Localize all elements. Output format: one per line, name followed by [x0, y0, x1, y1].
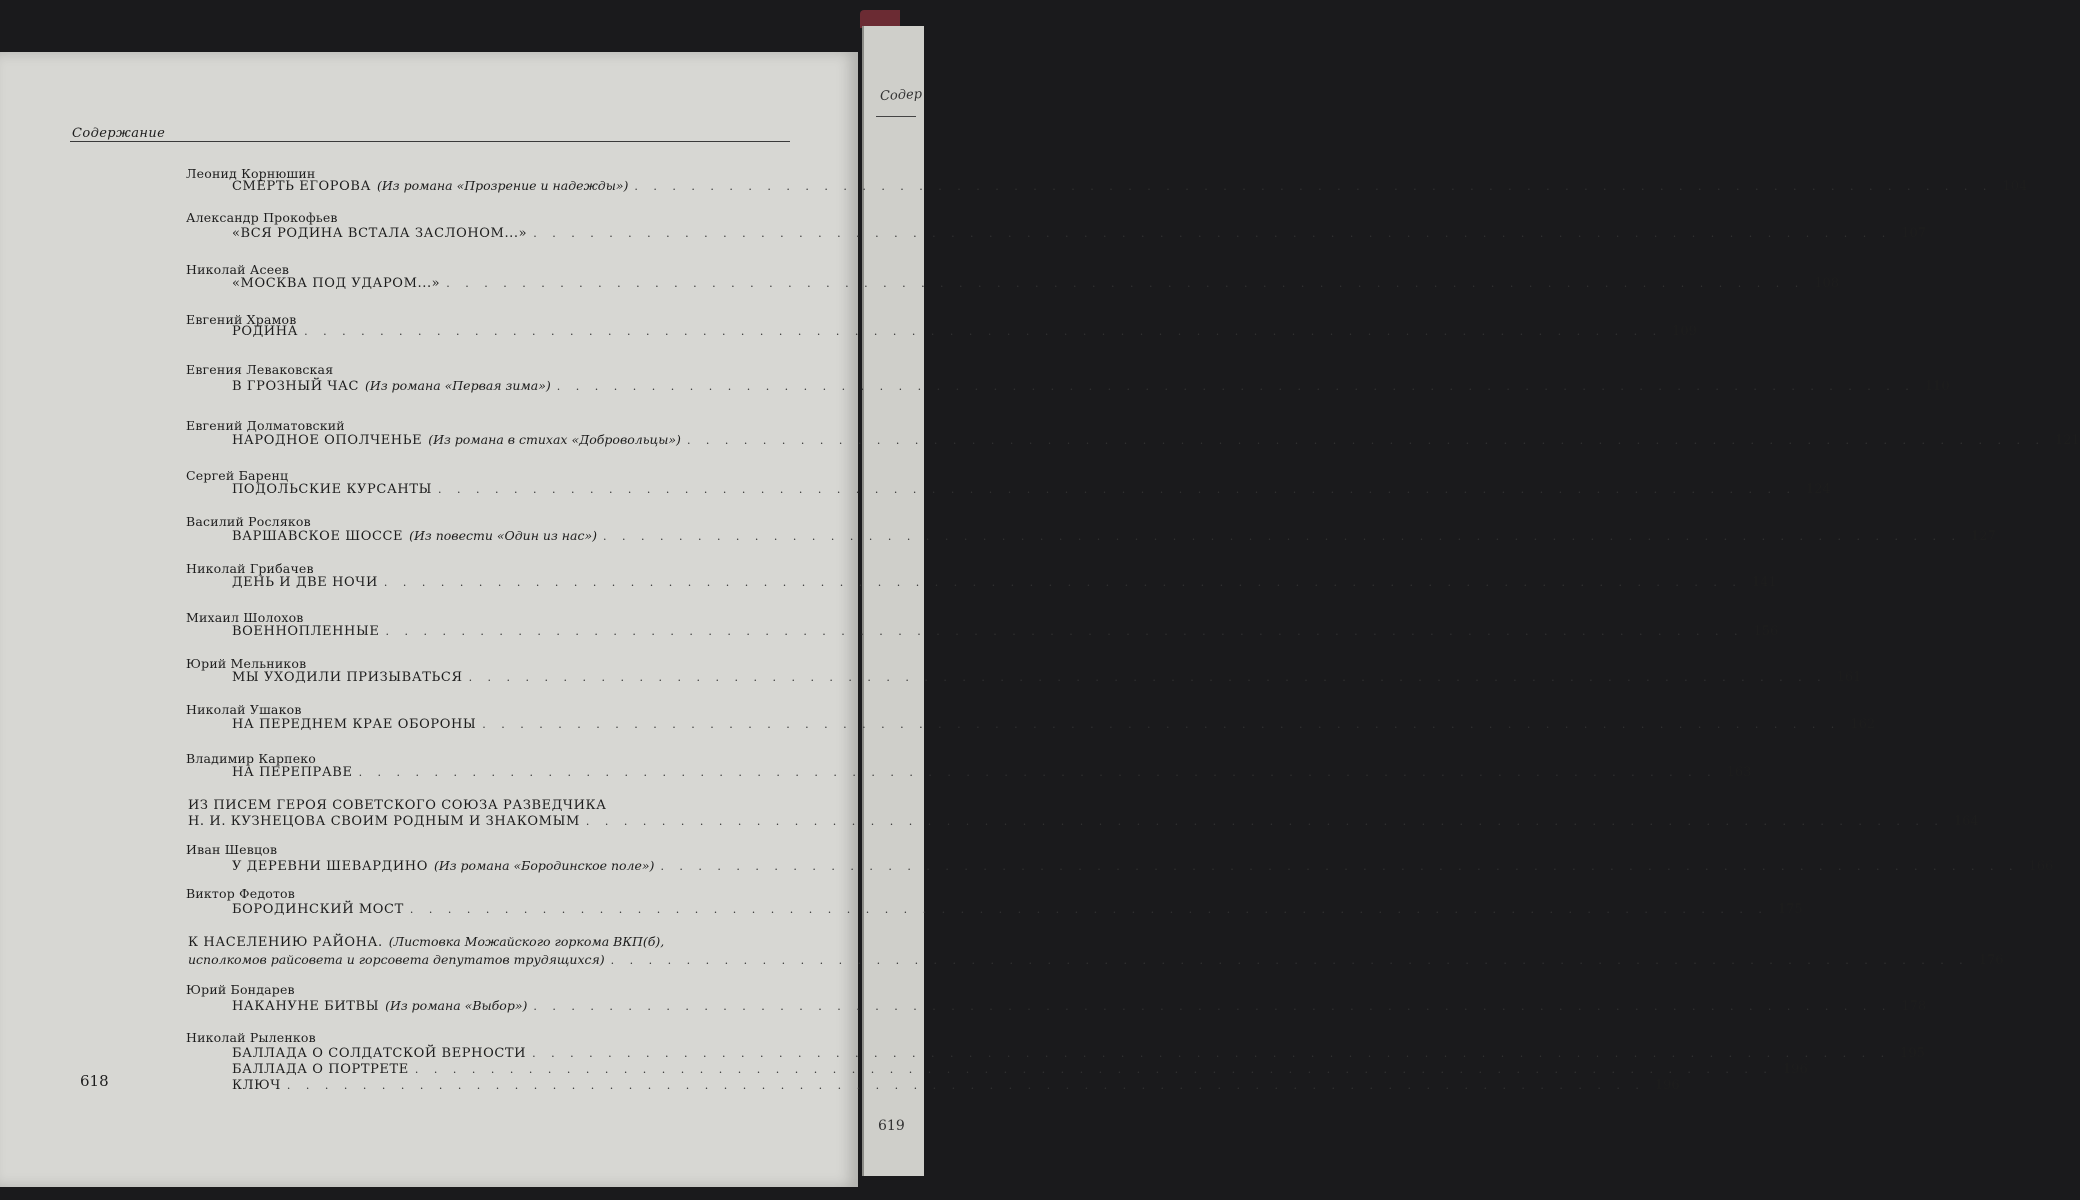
- toc-author: Николай Ушаков: [186, 702, 302, 717]
- leader-dots: [533, 1000, 1891, 1013]
- toc-author: Николай Грибачев: [186, 561, 314, 576]
- toc-title: К НАСЕЛЕНИЮ РАЙОНА.: [188, 935, 383, 950]
- leader-dots: [438, 483, 1796, 496]
- leader-dots: [304, 325, 1662, 338]
- toc-page-number: 108: [1814, 276, 1840, 291]
- toc-title: БАЛЛАДА О СОЛДАТСКОЙ ВЕРНОСТИ: [232, 1046, 527, 1061]
- toc-author: Сергей Баренц: [186, 468, 289, 483]
- toc-subtitle: (Из романа «Прозрение и надежды»): [377, 178, 629, 193]
- toc-title-line: [232, 765, 1752, 783]
- toc-page-number: 156: [1753, 624, 1779, 639]
- toc-author: Николай Рыленков: [186, 1030, 316, 1045]
- leader-dots: [384, 576, 1742, 589]
- toc-author: Евгения Леваковская: [186, 362, 334, 377]
- toc-title: ВАРШАВСКОЕ ШОССЕ: [232, 529, 404, 544]
- toc-title: У ДЕРЕВНИ ШЕВАРДИНО: [232, 859, 428, 874]
- toc-title-line: [188, 814, 1979, 832]
- toc-title: ДЕНЬ И ДВЕ НОЧИ: [232, 575, 378, 590]
- toc-page-number: 121: [2054, 433, 2080, 448]
- toc-title: В ГРОЗНЫЙ ЧАС: [232, 379, 360, 394]
- toc-title-line: [232, 998, 1927, 1016]
- toc-page-number: 163: [1726, 765, 1752, 780]
- toc-page-number: 161: [1836, 670, 1862, 685]
- toc-title: БОРОДИНСКИЙ МОСТ: [232, 902, 404, 917]
- leader-dots: [410, 903, 1768, 916]
- toc-page-number: 178: [1901, 999, 1927, 1014]
- toc-page-number: 176: [1978, 953, 2004, 968]
- toc-author: Евгений Долматовский: [186, 418, 345, 433]
- right-page-header: Содер: [879, 86, 923, 105]
- left-page-number: 618: [80, 1072, 109, 1090]
- leader-dots: [687, 434, 2045, 447]
- toc-title: НА ПЕРЕДНЕМ КРАЕ ОБОРОНЫ: [232, 717, 477, 732]
- toc-page-number: 196: [1782, 1062, 1808, 1077]
- toc-title-line: [232, 378, 1950, 396]
- toc-title-line: [232, 324, 1697, 342]
- leader-dots: [533, 227, 1891, 240]
- toc-author: Михаил Шолохов: [186, 610, 304, 625]
- toc-page-number: 166: [2028, 859, 2054, 874]
- leader-dots: [586, 815, 1944, 828]
- toc-title: КЛЮЧ: [232, 1078, 281, 1093]
- leader-dots: [359, 766, 1717, 779]
- toc-author: Юрий Бондарев: [186, 982, 295, 997]
- leader-dots: [385, 625, 1743, 638]
- toc-page-number: 196: [1654, 1078, 1680, 1093]
- toc-title-line: [232, 226, 1927, 244]
- toc-title-line: [188, 934, 788, 952]
- toc-title-line: [232, 858, 2054, 876]
- toc-author: Юрий Мельников: [186, 656, 307, 671]
- toc-author: Евгений Храмов: [186, 312, 297, 327]
- toc-author: Александр Прокофьев: [186, 210, 338, 225]
- toc-title: «ВСЯ РОДИНА ВСТАЛА ЗАСЛОНОМ...»: [232, 226, 528, 241]
- leader-dots: [557, 380, 1915, 393]
- toc-title-continued: Н. И. КУЗНЕЦОВА СВОИМ РОДНЫМ И ЗНАКОМЫМ: [188, 814, 580, 829]
- toc-title-line: [232, 575, 1777, 593]
- toc-subtitle: (Из романа «Выбор»): [385, 998, 528, 1013]
- toc-title: ИЗ ПИСЕМ ГЕРОЯ СОВЕТСКОГО СОЮЗА РАЗВЕДЧИКА: [188, 798, 607, 813]
- toc-author: Леонид Корнюшин: [186, 166, 316, 181]
- toc-title: МЫ УХОДИЛИ ПРИЗЫВАТЬСЯ: [232, 670, 463, 685]
- toc-title: НАРОДНОЕ ОПОЛЧЕНЬЕ: [232, 433, 423, 448]
- leader-dots: [634, 180, 1992, 193]
- toc-title: НАКАНУНЕ БИТВЫ: [232, 999, 380, 1014]
- toc-title-line: [232, 178, 2028, 196]
- leader-dots: [660, 860, 2018, 873]
- toc-title-line: [232, 717, 1876, 735]
- toc-subtitle: (Листовка Можайского горкома ВКП(б),: [388, 934, 665, 949]
- toc-title-line: [232, 670, 1862, 688]
- leader-dots: [446, 277, 1804, 290]
- toc-title-line: [188, 952, 2004, 970]
- toc-page-number: 127: [1971, 529, 1996, 544]
- toc-title: НА ПЕРЕПРАВЕ: [232, 765, 353, 780]
- leader-dots: [287, 1079, 1645, 1092]
- toc-author: Иван Шевцов: [186, 842, 278, 857]
- toc-title-line: [232, 482, 1831, 500]
- toc-page-number: 107: [1901, 226, 1927, 241]
- toc-page-number: 109: [1672, 324, 1697, 339]
- toc-page-number: 195: [1900, 1046, 1925, 1061]
- toc-title: ВОЕННОПЛЕННЫЕ: [232, 624, 380, 639]
- toc-page-number: 141: [1751, 575, 1777, 590]
- toc-title: БАЛЛАДА О ПОРТРЕТЕ: [232, 1062, 409, 1077]
- toc-title: СМЕРТЬ ЕГОРОВА: [232, 179, 372, 194]
- toc-subtitle: (Из повести «Один из нас»): [409, 528, 597, 543]
- toc-page-number: 110: [1924, 379, 1950, 394]
- toc-author: Василий Росляков: [186, 514, 311, 529]
- toc-title-line: [232, 432, 2080, 450]
- toc-title-line: [232, 528, 1996, 546]
- right-page-number: 619: [878, 1118, 905, 1134]
- toc-author: Николай Асеев: [186, 262, 290, 277]
- toc-subtitle: (Из романа «Первая зима»): [365, 378, 551, 393]
- leader-dots: [415, 1063, 1773, 1076]
- running-header: Содержание: [72, 126, 166, 141]
- toc-author: Виктор Федотов: [186, 886, 296, 901]
- toc-subtitle: (Из романа «Бородинское поле»): [433, 858, 655, 873]
- toc-title-line: [232, 1078, 1680, 1096]
- toc-title: «МОСКВА ПОД УДАРОМ...»: [232, 276, 441, 291]
- toc-page-number: 104: [2002, 179, 2028, 194]
- toc-page-number: 164: [1953, 814, 1979, 829]
- leader-dots: [482, 718, 1840, 731]
- toc-title-line: [232, 276, 1840, 294]
- toc-subtitle: (Из романа в стихах «Добровольцы»): [428, 432, 681, 447]
- right-header-rule: [876, 116, 916, 117]
- toc-page-number: 175: [1777, 902, 1803, 917]
- leader-dots: [469, 671, 1827, 684]
- toc-title-line: [232, 902, 1803, 920]
- toc-subtitle-continued: исполкомов райсовета и горсовета депутатов трудящихся): [188, 952, 605, 967]
- toc-title: ПОДОЛЬСКИЕ КУРСАНТЫ: [232, 482, 432, 497]
- leader-dots: [611, 954, 1969, 967]
- toc-page-number: 162: [1850, 717, 1876, 732]
- toc-title: РОДИНА: [232, 324, 299, 339]
- toc-page-number: 124: [1806, 482, 1831, 497]
- leader-dots: [532, 1047, 1890, 1060]
- toc-title-line: [232, 624, 1779, 642]
- toc-author: Владимир Карпеко: [186, 751, 317, 766]
- leader-dots: [603, 530, 1961, 543]
